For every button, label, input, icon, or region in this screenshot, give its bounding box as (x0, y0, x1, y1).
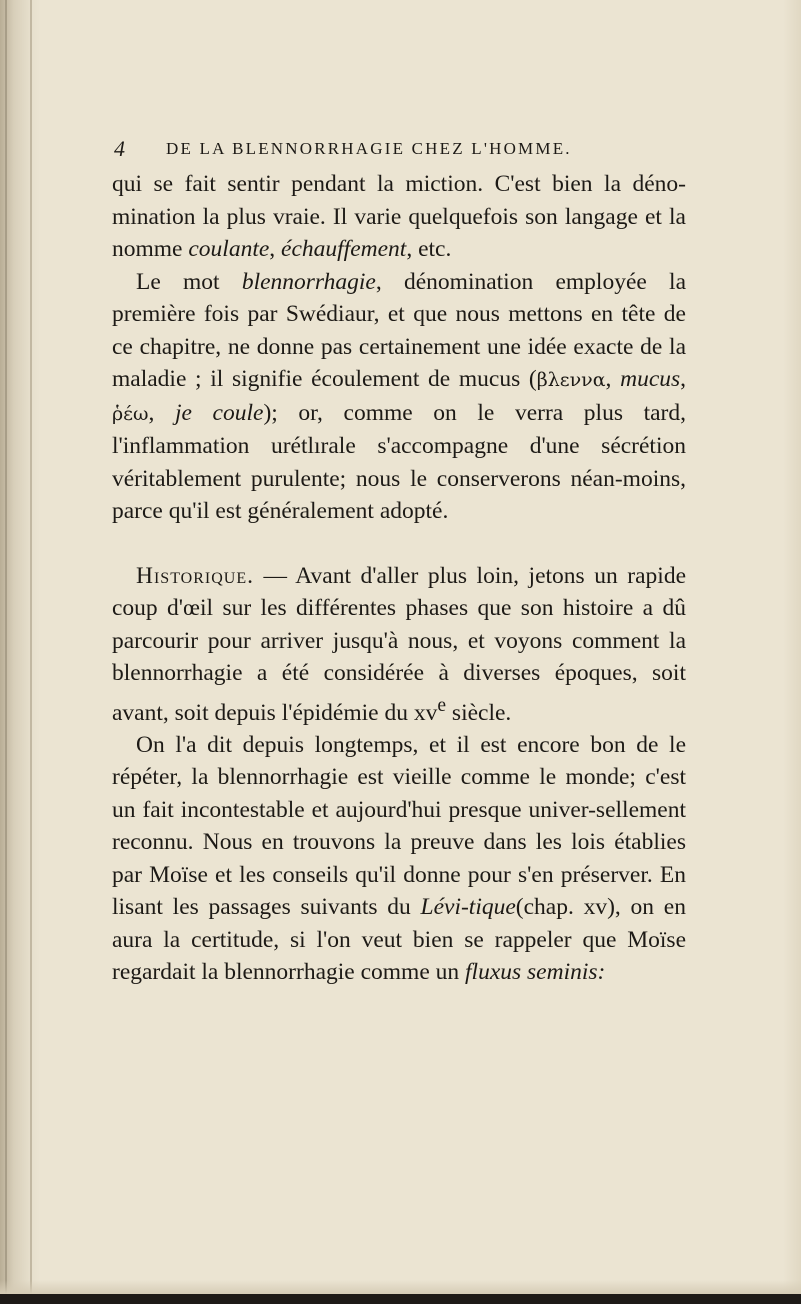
italic-term: je coule (175, 399, 264, 426)
text-run: , (680, 366, 687, 392)
text-run: ), on en aura la certitude, si l'on veut bien se rappeler que Moïse regardait la blennorrhagie comme un (112, 894, 686, 986)
text-run: (chap. (515, 894, 584, 921)
italic-term: mucus (620, 366, 681, 392)
text-run: , (605, 366, 621, 392)
page-body (112, 168, 686, 989)
paragraph (112, 266, 686, 528)
italic-term: coulante (188, 236, 270, 262)
greek-word: βλεννα (536, 369, 606, 391)
text-run: , (269, 236, 282, 262)
text-run: , etc. (406, 236, 452, 262)
italic-term: blennorrhagie (241, 268, 376, 295)
binding-line (30, 0, 32, 1304)
section-heading: Historique. (136, 562, 254, 589)
paragraph (112, 560, 686, 729)
binding-line (5, 0, 7, 1304)
page-header (114, 136, 694, 162)
text-run: Le mot (136, 268, 242, 295)
superscript: e (437, 694, 447, 716)
text-run: , dénomination employée la première fois par Swédiaur, et que nous mettons en tête de ce chapitre, ne donne pas certainement une idée exacte de la maladie ; il signifie écoulement de mucus ( (112, 268, 686, 392)
text-run: On l'a dit depuis longtemps, et il est encore bon de le répéter, la blennorrhagie est vieille comme le monde; c'est un fait incontestable et aujourd'hui presque univer-sellement reconnu. Nous en trouvons la preuve dans les lois établies par Moïse et les conseils qu'il donne pour s'en préserver. En lisant les passages suivants du (112, 731, 686, 921)
text-run: , (148, 399, 175, 426)
running-head: DE LA BLENNORRHAGIE CHEZ L'HOMME. (166, 139, 572, 158)
paragraph (112, 729, 686, 989)
century-numeral: xv (413, 699, 438, 726)
chapter-numeral: xv (583, 894, 608, 921)
page-bottom-edge (0, 1294, 801, 1304)
italic-term: échauffement (281, 236, 407, 262)
italic-term: fluxus seminis: (465, 959, 606, 986)
text-run: ); or, comme on le verra plus tard, l'inflammation urétlırale s'accompagne d'une sécrétion véritablement purulente; nous le conserverons néan-moins, parce qu'il est généralement adopté. (112, 399, 686, 524)
italic-term: Lévi-tique (420, 894, 516, 921)
page-edge-shade (783, 0, 801, 1304)
text-run: — Avant d'aller plus loin, jetons un rapide coup d'œil sur les différentes phases que son histoire a dû parcourir pour arriver jusqu'à nous, et voyons comment la blennorrhagie a été considérée à diverses époques, soit avant, soit depuis l'épidémie du (112, 562, 686, 726)
paragraph (112, 168, 686, 266)
page-bottom-shade (0, 1280, 801, 1294)
page-number: 4 (114, 136, 125, 161)
text-run: qui se fait sentir pendant la miction. C'est bien la déno-mination la plus vraie. Il varie quelquefois son langage et la nomme (112, 171, 686, 262)
greek-word: ῥέω (112, 402, 149, 425)
text-run: siècle. (446, 699, 512, 726)
